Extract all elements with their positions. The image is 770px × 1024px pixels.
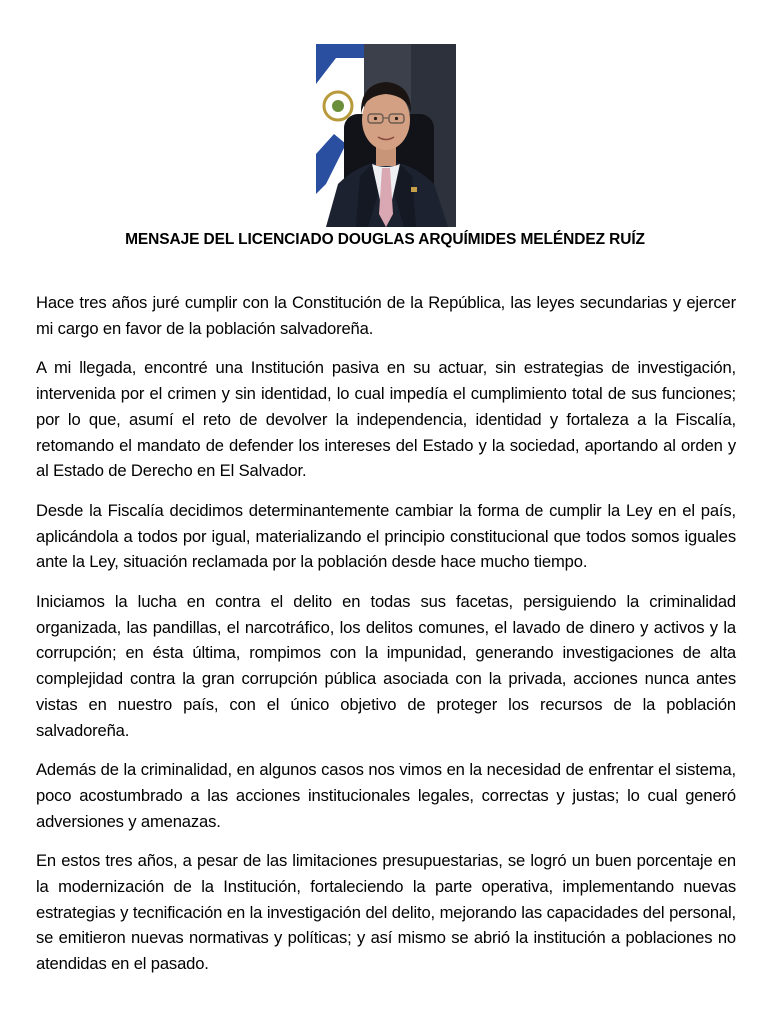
portrait-illustration [316,44,456,227]
document-body [36,290,736,991]
paragraph: Hace tres años juré cumplir con la Constitución de la República, las leyes secundarias y ejercer mi cargo en favor de la población salvadoreña. [36,293,736,338]
paragraph: Desde la Fiscalía decidimos determinantemente cambiar la forma de cumplir la Ley en el país, aplicándola a todos por igual, materializando el principio constitucional que todos somos iguales ante la Ley, situación reclamada por la población desde hace mucho tiempo. [36,500,736,572]
paragraph: Iniciamos la lucha en contra el delito en todas sus facetas, persiguiendo la criminalidad organizada, las pandillas, el narcotráfico, los delitos comunes, el lavado de dinero y activos y la corrupción; en ésta última, rompimos con la impunidad, generando investigaciones de alta complejidad contra la gran corrupción pública asociada con la privada, acciones nunca antes vistas en nuestro país, con el único objetivo de proteger los recursos de la población salvadoreña. [36,592,736,740]
paragraph: En estos tres años, a pesar de las limitaciones presupuestarias, se logró un buen porcentaje en la modernización de la Institución, fortaleciendo la parte operativa, implementando nuevas estrategias y tecnificación en la investigación del delito, mejorando las capacidades del personal, se emitieron nuevas normativas y políticas; y así mismo se abrió la institución a poblaciones no atendidas en el pasado. [36,851,736,974]
portrait-photo [316,44,456,227]
document-title: MENSAJE DEL LICENCIADO DOUGLAS ARQUÍMIDES MELÉNDEZ RUÍZ [125,231,645,248]
paragraph: Además de la criminalidad, en algunos casos nos vimos en la necesidad de enfrentar el sistema, poco acostumbrado a las acciones institucionales legales, correctas y justas; lo cual generó adversiones y amenazas. [36,760,736,831]
paragraph: A mi llegada, encontré una Institución pasiva en su actuar, sin estrategias de investigación, intervenida por el crimen y sin identidad, lo cual impedía el cumplimiento total de sus funciones; por lo que, asumí el reto de devolver la independencia, identidad y fortaleza a la Fiscalía, retomando el mandato de defender los intereses del Estado y la sociedad, aportando al orden y al Estado de Derecho en El Salvador. [36,358,736,481]
